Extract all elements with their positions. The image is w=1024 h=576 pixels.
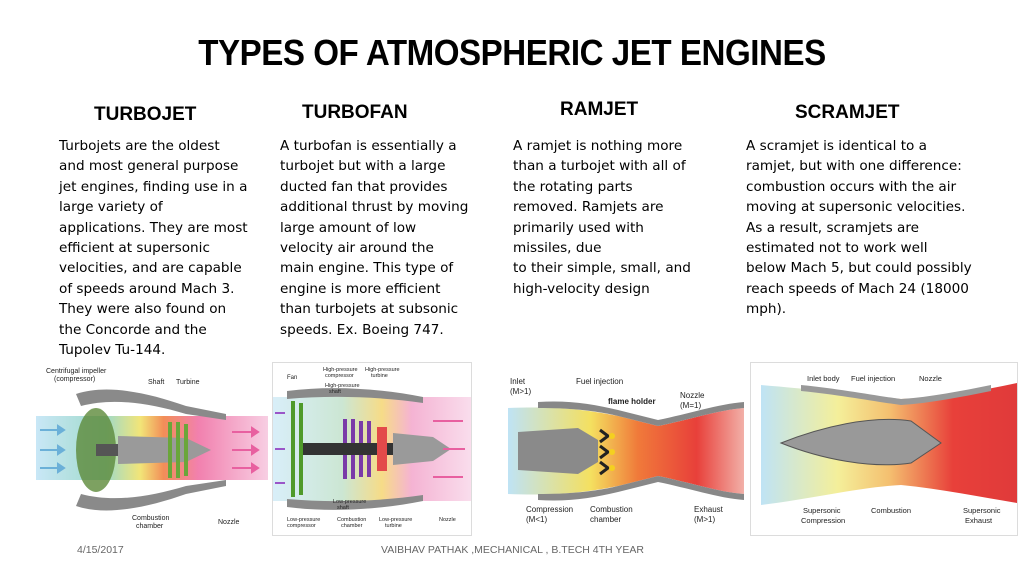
rj-label-fuel: Fuel injection [576, 377, 624, 386]
footer-date: 4/15/2017 [77, 544, 124, 556]
tf-label-lpcomp2: compressor [287, 523, 316, 529]
rj-label-exhaust1: Exhaust [694, 505, 723, 514]
heading-ramjet: RAMJET [560, 99, 639, 120]
rj-label-comp2: (M<1) [526, 515, 548, 524]
scramjet-description: A scramjet is identical to a ramjet, but with one difference: combustion occurs with the air moving at supersonic velocities. As a result, scramjets are estimated not to work well below Mach 5, but could possibly reach speeds of Mach 24 (18000 mph). [746, 138, 972, 318]
tj-label-compressor: (compressor) [54, 376, 96, 383]
tf-label-comb2: chamber [341, 523, 363, 529]
tf-label-lpturb1: Low-pressure [379, 517, 413, 523]
heading-turbojet: TURBOJET [94, 104, 197, 125]
turbofan-diagram [272, 362, 472, 536]
slide-title: TYPES OF ATMOSPHERIC JET ENGINES [198, 32, 826, 73]
tf-label-hpturb1: High-pressure [365, 367, 400, 373]
tf-label-lpcomp1: Low-pressure [287, 517, 321, 523]
sj-label-nozzle: Nozzle [919, 374, 942, 383]
tf-label-nozzle: Nozzle [439, 517, 456, 523]
footer-author: VAIBHAV PATHAK ,MECHANICAL , B.TECH 4TH YEAR [381, 544, 644, 556]
rj-label-exhaust2: (M>1) [694, 515, 716, 524]
turbofan-description: A turbofan is essentially a turbojet but with a large ducted fan that provides additional thrust by moving large amount of low velocity air around the main engine. This type of engine is more efficient than turbojets at subsonic speeds. Ex. Boeing 747. [280, 138, 469, 338]
rj-label-flame: flame holder [608, 397, 656, 406]
tf-label-hpcomp1: High-pressure [323, 367, 358, 373]
sj-label-supexh1: Supersonic [963, 506, 1001, 515]
rj-label-comp1: Compression [526, 505, 574, 514]
tf-label-lpturb2: turbine [385, 523, 402, 529]
tf-label-hpshaft2: shaft [329, 389, 341, 395]
scramjet-diagram [750, 362, 1018, 536]
sj-label-fuel: Fuel injection [851, 374, 896, 383]
tj-label-shaft: Shaft [148, 379, 165, 386]
tf-label-hpturb2: turbine [371, 373, 388, 379]
tf-label-lpshaft2: shaft [337, 505, 349, 511]
tf-label-comb1: Combustion [337, 517, 367, 523]
rj-label-inlet2: (M>1) [510, 387, 532, 396]
tf-label-fan: Fan [287, 375, 298, 381]
turbojet-diagram [36, 364, 268, 536]
ramjet-diagram [508, 370, 744, 532]
sj-label-supcomp1: Supersonic [803, 506, 841, 515]
tj-label-nozzle: Nozzle [218, 519, 240, 526]
rj-label-nozzle1: Nozzle [680, 391, 705, 400]
heading-turbofan: TURBOFAN [302, 102, 408, 123]
rj-label-inlet1: Inlet [510, 377, 526, 386]
ramjet-description: A ramjet is nothing more than a turbojet with all of the rotating parts removed. Ramjets are primarily used with missiles, due to their simple, small, and high-velocity design [513, 138, 691, 297]
tj-label-centrifugal: Centrifugal impeller [46, 368, 107, 375]
tf-label-lpshaft1: Low-pressure [333, 499, 367, 505]
tj-label-combustion: Combustion [132, 515, 170, 522]
sj-label-supexh2: Exhaust [965, 516, 993, 525]
rj-label-comb2: chamber [590, 515, 622, 524]
tf-label-hpshaft1: High-pressure [325, 383, 360, 389]
turbojet-description: Turbojets are the oldest and most general purpose jet engines, finding use in a large variety of applications. They are most efficient at supersonic velocities, and are capable of speeds around Mach 3. They were also found on the Concorde and the Tupolev Tu-144. [59, 138, 248, 359]
sj-label-inlet: Inlet body [807, 374, 840, 383]
heading-scramjet: SCRAMJET [795, 102, 900, 123]
tj-label-chamber: chamber [136, 523, 164, 530]
tf-label-hpcomp2: compressor [325, 373, 354, 379]
rj-label-nozzle2: (M=1) [680, 401, 702, 410]
sj-label-comb: Combustion [871, 506, 912, 515]
rj-label-comb1: Combustion [590, 505, 633, 514]
tj-label-turbine: Turbine [176, 379, 200, 386]
sj-label-supcomp2: Compression [801, 516, 846, 525]
